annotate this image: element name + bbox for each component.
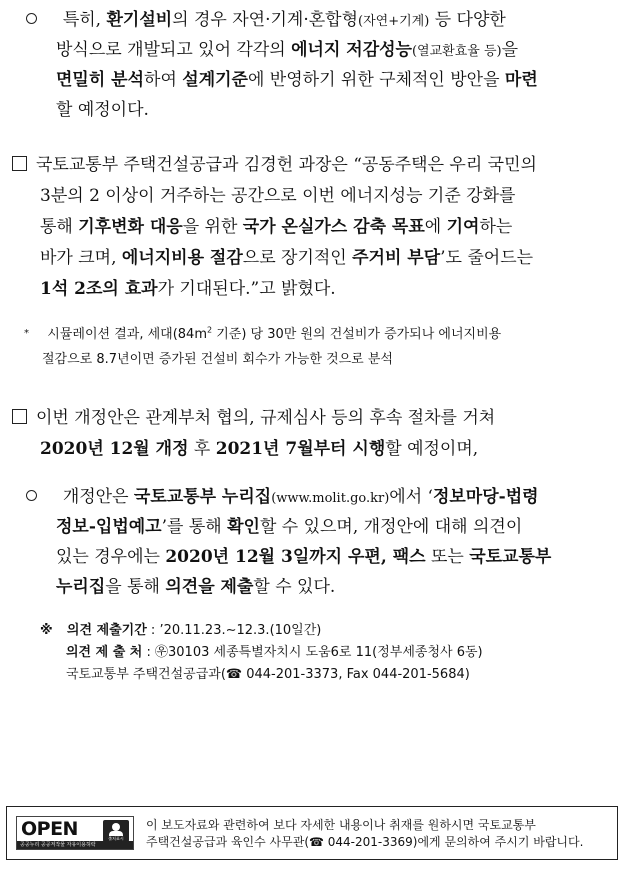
paragraph-line: 정보-입법예고’를 통해 확인할 수 있으며, 개정안에 대해 의견이: [56, 517, 523, 537]
submission-contact: 국토교통부 주택건설공급과(☎ 044-201-3373, Fax 044-201-5684): [66, 667, 470, 682]
contact-footer: [6, 806, 618, 860]
footnote-line: * 시뮬레이션 결과, 세대($84m^2$ 기준) 당 30만 원의 건설비가 증가되나 에너지비용: [24, 325, 502, 342]
bullet-circle-icon: [26, 13, 37, 24]
paragraph-line: 방식으로 개발되고 있어 각각의 에너지 저감성능(열교환효율 등)을: [56, 40, 519, 60]
paragraph-line: 국토교통부 주택건설공급과 김경헌 과장은 “공동주택은 우리 국민의: [12, 153, 537, 177]
paragraph-line: 개정안은 국토교통부 누리집(www.molit.go.kr)에서 ‘정보마당-법령: [26, 485, 539, 511]
submission-period: ※ 의견 제출기간 : ’20.11.23.∼12.3.(10일간): [40, 623, 322, 638]
paragraph-line: 1석 2조의 효과가 기대된다.”고 밝혔다.: [40, 279, 336, 299]
paragraph-line: 특히, 환기설비의 경우 자연·기계·혼합형(자연+기계) 등 다양한: [26, 8, 506, 34]
bullet-square-icon: [12, 156, 27, 171]
paragraph-line: 누리집을 통해 의견을 제출할 수 있다.: [56, 577, 336, 597]
paragraph-line: 바가 크며, 에너지비용 절감으로 장기적인 주거비 부담’도 줄어드는: [40, 248, 534, 268]
paragraph-line: 있는 경우에는 2020년 12월 3일까지 우편, 팩스 또는 국토교통부: [56, 547, 552, 567]
paragraph-line: 통해 기후변화 대응을 위한 국가 온실가스 감축 목표에 기여하는: [40, 217, 513, 237]
attribution-icon: 출처표시: [103, 820, 129, 842]
footnote-line: 절감으로 8.7년이면 증가된 건설비 회수가 가능한 것으로 분석: [42, 352, 393, 367]
paragraph-line: 3분의 2 이상이 거주하는 공간으로 이번 에너지성능 기준 강화를: [40, 186, 516, 206]
bullet-circle-icon: [26, 490, 37, 501]
footer-text: 이 보도자료와 관련하여 보다 자세한 내용이나 취재를 원하시면 국토교통부 주택건설공급과 육인수 사무관(☎ 044-201-3369)에게 문의하여 주시기 바랍니다.: [146, 818, 584, 849]
paragraph-line: 이번 개정안은 관계부처 협의, 규제심사 등의 후속 절차를 거쳐: [12, 406, 495, 430]
paragraph-line: 2020년 12월 개정 후 2021년 7월부터 시행할 예정이며,: [40, 439, 479, 459]
bullet-square-icon: [12, 409, 27, 424]
paragraph-line: 할 예정이다.: [56, 100, 149, 120]
footnote-mark: *: [24, 328, 29, 339]
open-license-logo: OPEN 출처표시 공공누리 공공저작물 자유이용허락: [16, 816, 134, 850]
submission-place: 의견 제 출 처 : ㉾30103 세종특별자치시 도움6로 11(정부세종청사 6동): [66, 645, 483, 660]
paragraph-line: 면밀히 분석하여 설계기준에 반영하기 위한 구체적인 방안을 마련: [56, 70, 538, 90]
reference-mark: ※: [40, 623, 53, 638]
